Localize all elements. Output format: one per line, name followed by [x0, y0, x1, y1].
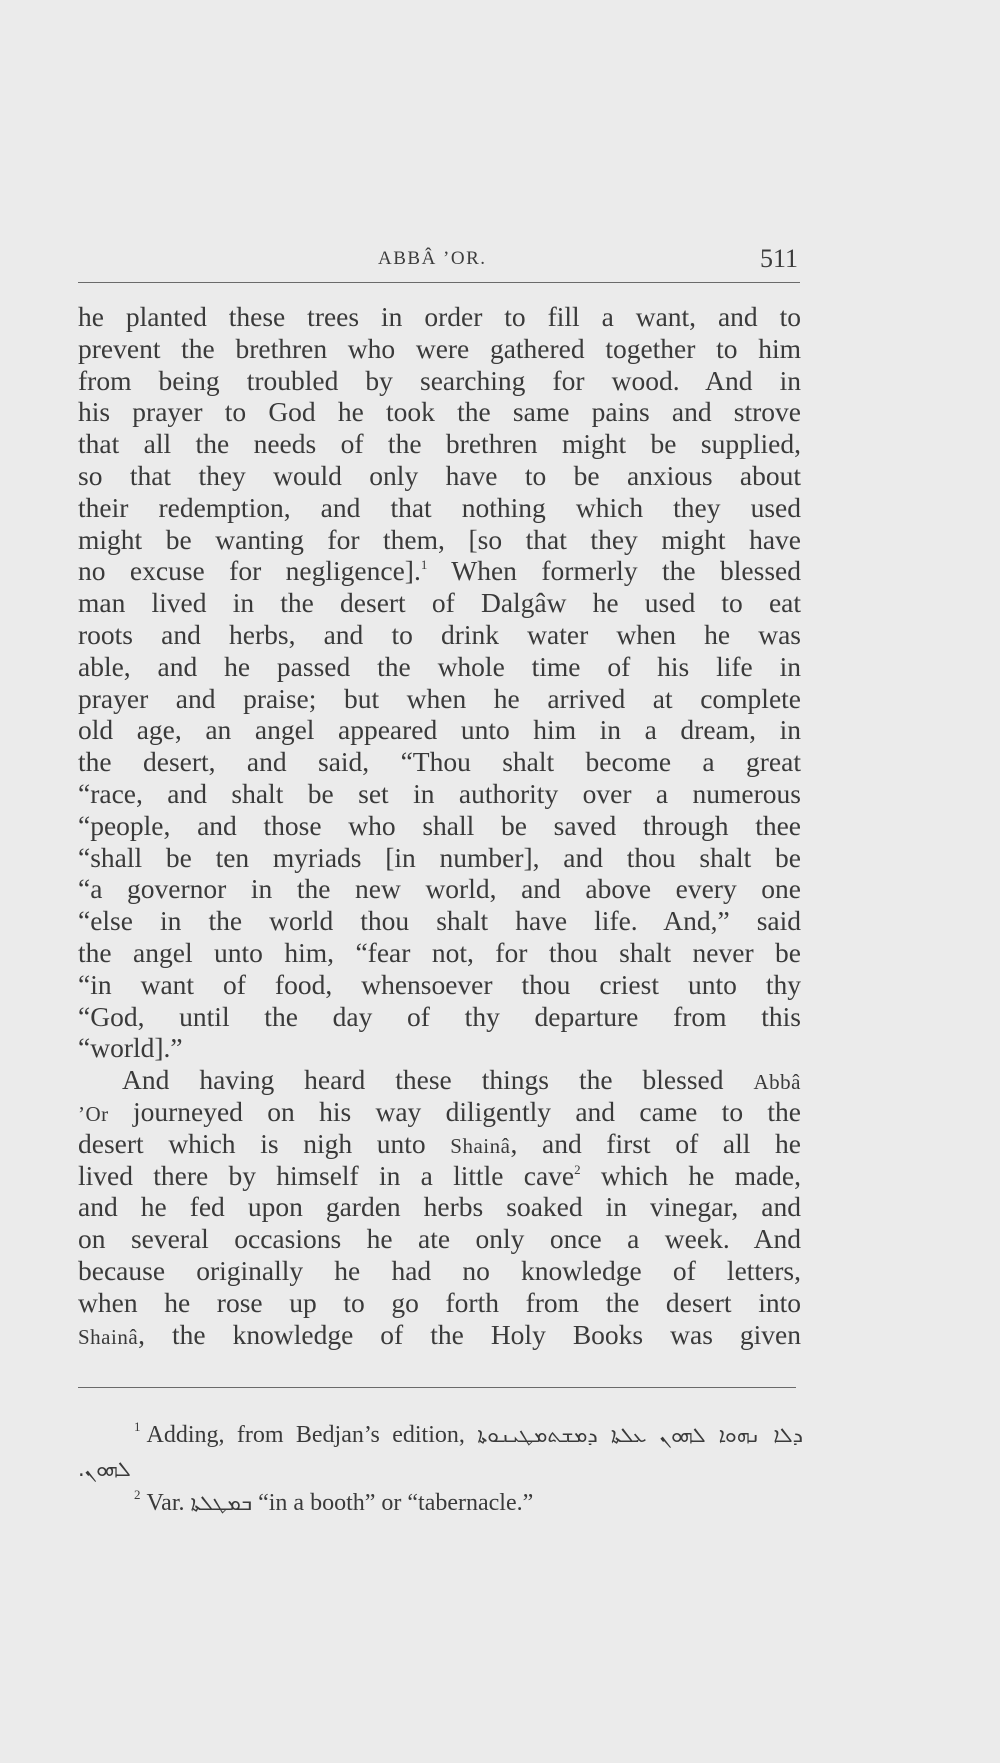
- text-line: “race, and shalt be set in authority over a numerous: [78, 777, 801, 809]
- page-number: 511: [759, 244, 798, 273]
- text-segment: lived there by himself in a little cave: [78, 1159, 575, 1191]
- footnote-1: [78, 1418, 803, 1452]
- text-line: “people, and those who shall be saved through thee: [78, 809, 801, 841]
- text-line: [78, 555, 801, 587]
- name-shaina: Shainâ: [450, 1133, 511, 1158]
- text-line: old age, an angel appeared unto him in a dream, in: [78, 714, 801, 746]
- text-segment: , and first of all he: [510, 1127, 801, 1159]
- name-abba: Abbâ: [753, 1070, 801, 1095]
- footnote-text: “in a booth” or “tabernacle.”: [258, 1490, 534, 1516]
- syriac-text: ܒܡܛܠܬܐ: [190, 1491, 253, 1515]
- footnote-ref-1: 1: [420, 557, 428, 573]
- syriac-text: ܠܗܘܢ.: [78, 1457, 131, 1481]
- text-line: prayer and praise; but when he arrived at complete: [78, 682, 801, 714]
- text-segment: no excuse for negligence].: [78, 555, 421, 587]
- text-line: “God, until the day of thy departure from this: [78, 1000, 801, 1032]
- footnotes: [78, 1418, 803, 1520]
- page-header: [78, 240, 798, 280]
- text-line: the desert, and said, “Thou shalt become a great: [78, 746, 801, 778]
- text-segment: When formerly the blessed: [427, 555, 801, 587]
- text-line: roots and herbs, and to drink water when he was: [78, 618, 801, 650]
- header-rule: [78, 282, 800, 283]
- text-line: their redemption, and that nothing which they used: [78, 491, 801, 523]
- text-line: prevent the brethren who were gathered together to him: [78, 332, 801, 364]
- text-line: “else in the world thou shalt have life. And,” said: [78, 905, 801, 937]
- footnote-text: Adding, from Bedjan’s edition,: [146, 1422, 465, 1448]
- text-line: so that they would only have to be anxious about: [78, 459, 801, 491]
- text-segment: , the knowledge of the Holy Books was given: [138, 1318, 801, 1350]
- text-line: because originally he had no knowledge of letters,: [78, 1254, 801, 1286]
- footnote-number: 1: [134, 1419, 141, 1434]
- text-line: [78, 1128, 801, 1160]
- text-segment: desert which is nigh unto: [78, 1127, 451, 1159]
- text-line: his prayer to God he took the same pains and strove: [78, 396, 801, 428]
- name-or: ’Or: [78, 1101, 109, 1126]
- text-line: man lived in the desert of Dalgâw he used to eat: [78, 587, 801, 619]
- text-line: “shall be ten myriads [in number], and thou shalt be: [78, 841, 801, 873]
- footnote-ref-2: 2: [574, 1161, 581, 1177]
- text-line: and he fed upon garden herbs soaked in vinegar, and: [78, 1191, 801, 1223]
- text-line: [78, 1160, 801, 1192]
- text-line: when he rose up to go forth from the desert into: [78, 1286, 801, 1318]
- text-line: that all the needs of the brethren might be supplied,: [78, 428, 801, 460]
- text-line: on several occasions he ate only once a week. And: [78, 1223, 801, 1255]
- text-line: able, and he passed the whole time of his life in: [78, 650, 801, 682]
- footnote-1-continued: [78, 1452, 803, 1486]
- text-line: [78, 1096, 801, 1128]
- text-line: “a governor in the new world, and above every one: [78, 873, 801, 905]
- text-line: “world].”: [78, 1032, 183, 1064]
- text-line: [78, 1064, 801, 1096]
- text-segment: which he made,: [580, 1159, 801, 1191]
- text-line: “in want of food, whensoever thou criest unto thy: [78, 968, 801, 1000]
- body-text: [78, 301, 801, 1350]
- text-line: he planted these trees in order to fill a want, and to: [78, 301, 801, 332]
- text-segment: And having heard these things the blessed: [122, 1064, 754, 1096]
- text-line: the angel unto him, “fear not, for thou shalt never be: [78, 936, 801, 968]
- text-line: from being troubled by searching for wood. And in: [78, 364, 801, 396]
- text-segment: journeyed on his way diligently and came to the: [108, 1095, 801, 1127]
- running-title: ABBÂ ’OR.: [378, 248, 487, 269]
- syriac-text: ܕܠܐ ܢܗܘܐ ܠܗܘܢ ܥܠܬܐ ܕܡܫܬܡܛܝܢܘܬܐ: [477, 1423, 803, 1447]
- footnote-number: 2: [134, 1487, 141, 1502]
- footnote-label: Var.: [146, 1490, 185, 1516]
- text-line: might be wanting for them, [so that they might have: [78, 523, 801, 555]
- footnote-2: [78, 1486, 803, 1520]
- name-shaina: Shainâ: [78, 1324, 139, 1349]
- footnote-rule: [78, 1387, 796, 1388]
- text-line: [78, 1319, 801, 1351]
